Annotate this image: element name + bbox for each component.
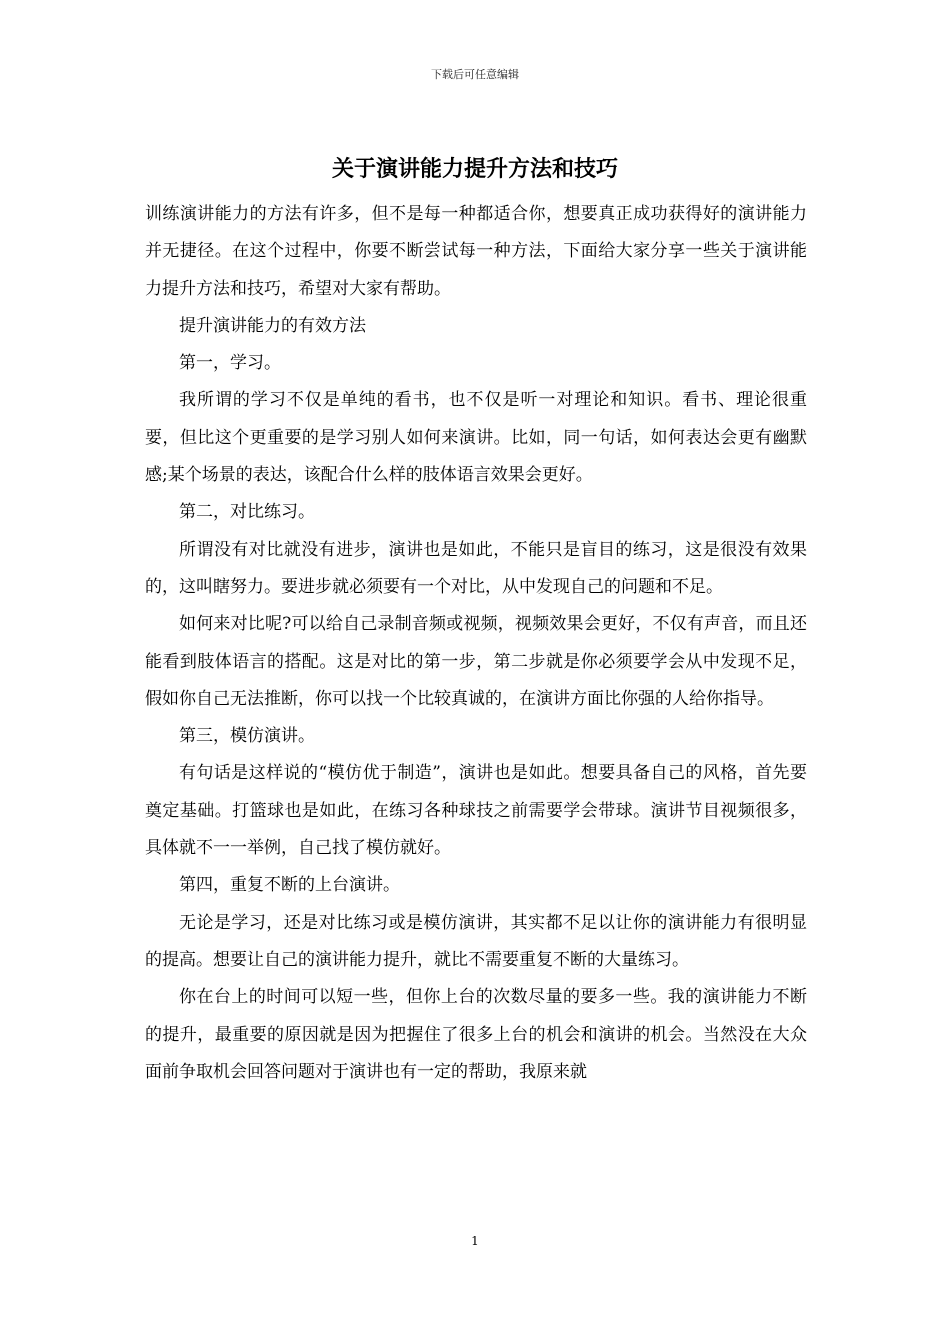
document-title: 关于演讲能力提升方法和技巧 [331, 156, 618, 182]
point-heading-4: 第四，重复不断的上台演讲。 [179, 875, 400, 896]
body-paragraph: 我所谓的学习不仅是单纯的看书，也不仅是听一对理论和知识。看书、理论很重要，但比这个更重要的是学习别人如何来演讲。比如，同一句话，如何表达会更有幽默感;某个场景的表达，该配合什么样的肢体语言效果会更好。 [145, 390, 807, 486]
point-heading-2: 第二，对比练习。 [179, 502, 315, 523]
body-paragraph: 所谓没有对比就没有进步，演讲也是如此，不能只是盲目的练习，这是很没有效果的，这叫瞎努力。要进步就必须要有一个对比，从中发现自己的问题和不足。 [145, 539, 807, 597]
body-paragraph: 无论是学习，还是对比练习或是模仿演讲，其实都不足以让你的演讲能力有很明显的提高。想要让自己的演讲能力提升，就比不需要重复不断的大量练习。 [145, 912, 807, 970]
intro-paragraph: 训练演讲能力的方法有许多，但不是每一种都适合你，想要真正成功获得好的演讲能力并无捷径。在这个过程中，你要不断尝试每一种方法，下面给大家分享一些关于演讲能力提升方法和技巧，希望对大家有帮助。 [145, 204, 807, 299]
body-paragraph: 你在台上的时间可以短一些，但你上台的次数尽量的要多一些。我的演讲能力不断的提升，最重要的原因就是因为把握住了很多上台的机会和演讲的机会。当然没在大众面前争取机会回答问题对于演讲也有一定的帮助，我原来就 [145, 987, 807, 1082]
body-paragraph: 有句话是这样说的“模仿优于制造”，演讲也是如此。想要具备自己的风格，首先要奠定基础。打篮球也是如此，在练习各种球技之前需要学会带球。演讲节目视频很多，具体就不一一举例，自己找了模仿就好。 [145, 763, 807, 859]
point-heading-3: 第三，模仿演讲。 [179, 726, 315, 747]
page-header: 下载后可任意编辑 [431, 68, 519, 81]
page-number: 1 [471, 1234, 479, 1248]
point-heading-1: 第一，学习。 [179, 353, 281, 374]
document-body [145, 196, 807, 1091]
body-paragraph: 如何来对比呢?可以给自己录制音频或视频，视频效果会更好，不仅有声音，而且还能看到肢体语言的搭配。这是对比的第一步，第二步就是你必须要学会从中发现不足，假如你自己无法推断，你可以找一个比较真诚的，在演讲方面比你强的人给你指导。 [145, 614, 807, 709]
section-heading: 提升演讲能力的有效方法 [179, 315, 366, 336]
